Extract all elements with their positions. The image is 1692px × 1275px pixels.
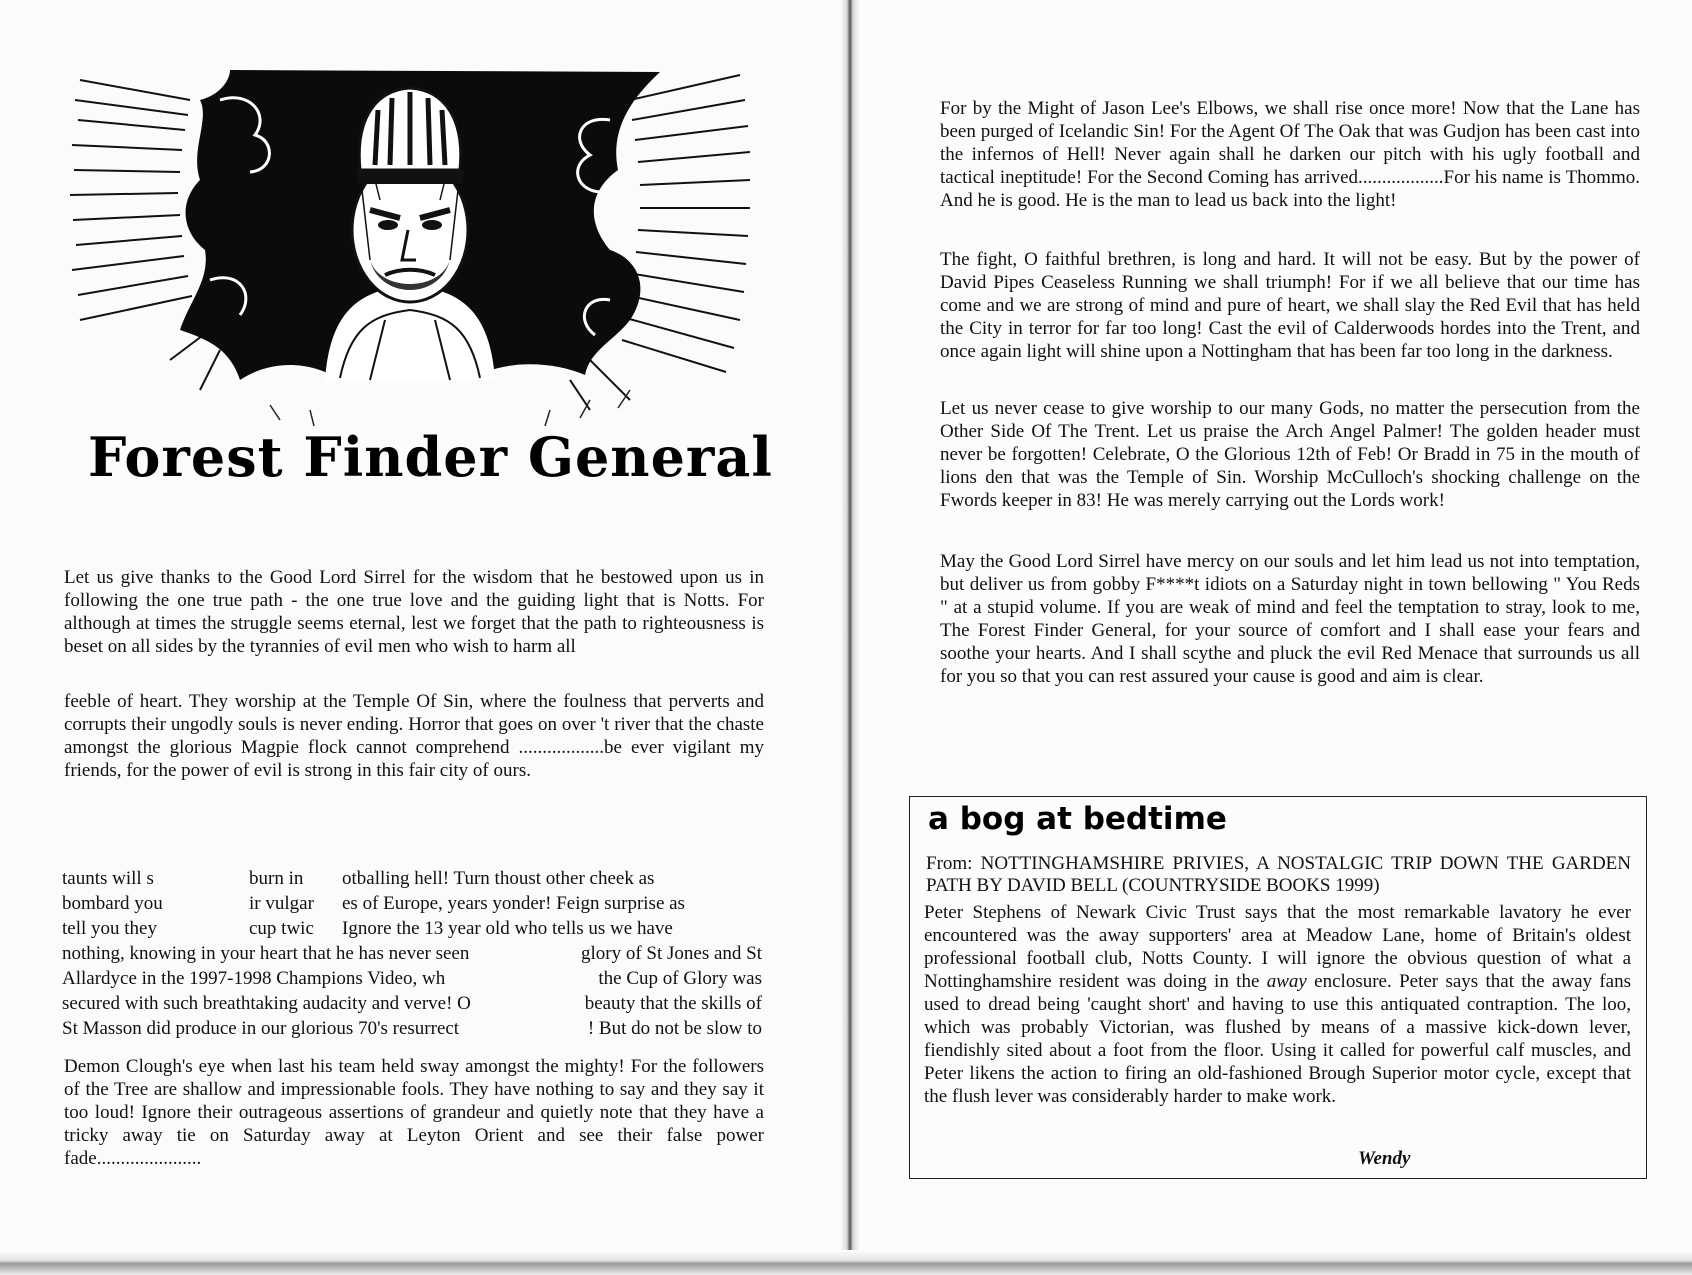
fragment-line: otballing hell! Turn thoust other cheek as xyxy=(342,868,655,889)
fragment-line: es of Europe, years yonder! Feign surprise as xyxy=(342,893,685,914)
fragment-line: beauty that the skills of xyxy=(584,993,762,1014)
article-paragraph: Let us give thanks to the Good Lord Sirrel for the wisdom that he bestowed upon us in following the one true path - the one true love and the guiding light that is Notts. For although at times the struggle seems eternal, lest we forget that the path to righteousness is beset on all sides by the tyrannies of evil men who wish to harm all xyxy=(64,567,764,657)
book-gutter xyxy=(840,0,860,1275)
fragment-row xyxy=(62,1016,762,1041)
fragment-line: tell you they xyxy=(62,918,157,939)
sidebar-box xyxy=(909,796,1647,1179)
fragment-line: the Cup of Glory was xyxy=(598,968,762,989)
box-author: Wendy xyxy=(1358,1148,1411,1169)
article-paragraph: For by the Might of Jason Lee's Elbows, we shall rise once more! Now that the Lane has been purged of Icelandic Sin! For the Agent Of The Oak that was Gudjon has been cast into the infernos of Hell! Never again shall he darken our pitch with his ugly football and tactical ineptitude! For the Second Coming has arrived..................For his name is Thommo. And he is good. He is the man to lead us back into the light! xyxy=(940,98,1640,211)
box-title: a bog at bedtime xyxy=(928,801,1227,837)
fragment-column xyxy=(62,866,163,941)
article-paragraph: The fight, O faithful brethren, is long and hard. It will not be easy. But by the power of David Pipes Ceaseless Running we shall triumph! For if we all believe that our time has come and we are strong of mind and pure of heart, we shall slay the Red Evil that has held the City in terror for far too long! Cast the evil of Calderwoods hordes into the Trent, and once again light will shine upon a Nottingham that has been far too long in the darkness. xyxy=(940,249,1640,362)
box-body-text: enclosure. Peter says that the away fans used to dread being 'caught short' and having to use this antiquated contraption. The loo, which was probably Victorian, was flushed by means of a massive kick-down lever, fiendishly sited about a foot from the floor. Using it called for powerful calf muscles, and Peter likens the action to firing an old-fashioned Brough Superior motor cycle, except that the flush lever was considerably harder to make work. xyxy=(924,971,1631,1107)
fragment-line: ! But do not be slow to xyxy=(587,1018,762,1039)
fragment-column xyxy=(249,866,314,941)
fragment-rows xyxy=(62,941,762,1041)
finder-general-illustration xyxy=(70,60,750,430)
box-body-text: Peter Stephens of Newark Civic Trust says that the most remarkable lavatory he ever encountered was the away supporters' area at Meadow Lane, home of Britain's oldest professional football club, Notts County. I will ignore the obvious question of what a Nottinghamshire resident was doing in the xyxy=(924,902,1631,992)
page-title: Forest Finder General xyxy=(88,425,773,489)
fragment-line: glory of St Jones and St xyxy=(580,943,762,964)
article-paragraph: feeble of heart. They worship at the Temple Of Sin, where the foulness that perverts and corrupts their ungodly souls is never ending. Horror that goes on over 't river that the chaste amongst the glorious Magpie flock cannot comprehend ..................be ever vigilant my friends, for the power of evil is strong in this fair city of ours. xyxy=(64,691,764,781)
fragment-line: nothing, knowing in your heart that he has never seen xyxy=(62,943,470,964)
fragment-row xyxy=(62,941,762,966)
fragment-row xyxy=(62,966,762,991)
box-body-emphasis: away xyxy=(1266,971,1307,992)
article-paragraph: May the Good Lord Sirrel have mercy on our souls and let him lead us not into temptation, but deliver us from gobby F****t idiots on a Saturday night in town bellowing " You Reds " at a stupid volume. If you are weak of mind and feel the temptation to stray, look to me, The Forest Finder General, for your source of comfort and I shall ease your fears and soothe your hearts. And I shall scythe and pluck the evil Red Menace that surrounds us all for you so that you can rest assured your cause is good and aim is clear. xyxy=(940,551,1640,687)
fragment-line: Allardyce in the 1997-1998 Champions Video, wh xyxy=(62,968,446,989)
article-paragraph: Let us never cease to give worship to our many Gods, no matter the persecution from the Other Side Of The Trent. Let us praise the Arch Angel Palmer! The golden header must never be forgotten! Celebrate, O the Glorious 12th of Feb! Or Bradd in 75 in the mouth of lions den that was the Temple of Sin. Worship McCulloch's shocking challenge on the Fwords keeper in 83! He was merely carrying out the Lords work! xyxy=(940,398,1640,511)
fragment-row xyxy=(62,991,762,1016)
page-edge xyxy=(0,1250,1692,1275)
fragment-line: St Masson did produce in our glorious 70's resurrect xyxy=(62,1018,460,1039)
fragment-line: burn in xyxy=(249,868,304,889)
article-paragraph: Demon Clough's eye when last his team held sway amongst the mighty! For the followers of the Tree are shallow and impressionable fools. They have nothing to say and they say it too loud! Ignore their outrageous assertions of grandeur and quietly note that they have a tricky away tie on Saturday away at Leyton Orient and see their false power fade...................... xyxy=(64,1056,764,1169)
box-body xyxy=(924,901,1631,1108)
box-source: From: NOTTINGHAMSHIRE PRIVIES, A NOSTALGIC TRIP DOWN THE GARDEN PATH BY DAVID BELL (COUNTRYSIDE BOOKS 1999) xyxy=(926,853,1631,896)
fragment-line: taunts will s xyxy=(62,868,154,889)
fragment-line: ir vulgar xyxy=(249,893,314,914)
fragment-line: cup twic xyxy=(249,918,314,939)
fragment-line: bombard you xyxy=(62,893,163,914)
fragment-line: Ignore the 13 year old who tells us we have xyxy=(342,918,673,939)
fragment-column xyxy=(342,866,685,941)
fragment-line: secured with such breathtaking audacity and verve! O xyxy=(62,993,471,1014)
